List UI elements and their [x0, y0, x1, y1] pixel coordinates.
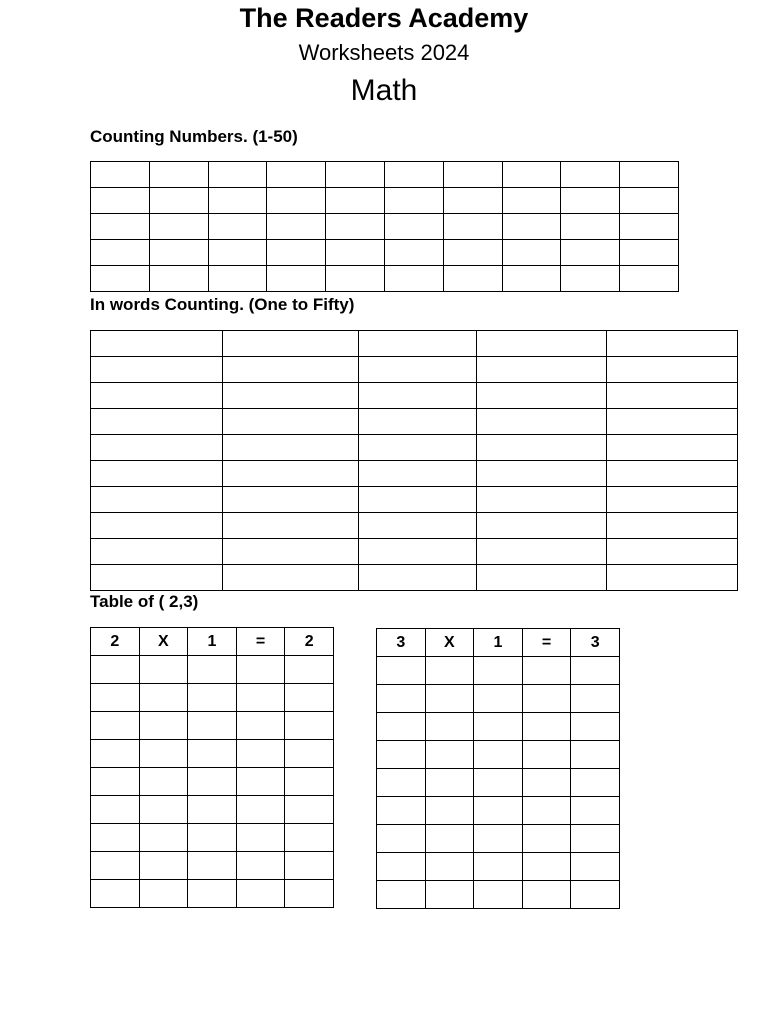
answer-cell — [91, 656, 140, 684]
word-cell — [359, 513, 477, 539]
word-cell — [607, 487, 738, 513]
number-cell — [561, 162, 620, 188]
answer-cell — [188, 768, 237, 796]
table-row — [377, 825, 620, 853]
number-cell — [149, 214, 208, 240]
number-cell — [149, 162, 208, 188]
answer-cell — [425, 769, 474, 797]
word-cell — [607, 565, 738, 591]
number-cell — [502, 240, 561, 266]
answer-cell — [571, 685, 620, 713]
table-row — [91, 240, 679, 266]
answer-cell — [522, 825, 571, 853]
table-of-two — [90, 627, 334, 908]
answer-cell — [285, 740, 334, 768]
word-cell — [91, 409, 223, 435]
answer-cell — [139, 740, 188, 768]
answer-cell — [425, 657, 474, 685]
answer-cell — [377, 797, 426, 825]
word-cell — [359, 409, 477, 435]
answer-cell — [139, 796, 188, 824]
table-row — [91, 331, 738, 357]
answer-cell — [91, 824, 140, 852]
table-row — [377, 769, 620, 797]
header-cell: = — [236, 628, 285, 656]
answer-cell — [236, 684, 285, 712]
counting-section-label: Counting Numbers. (1-50) — [90, 127, 298, 146]
answer-cell — [425, 853, 474, 881]
answer-cell — [377, 825, 426, 853]
answer-cell — [236, 880, 285, 908]
table-row — [91, 539, 738, 565]
word-cell — [223, 409, 359, 435]
number-cell — [502, 162, 561, 188]
table-row — [91, 628, 334, 656]
answer-cell — [474, 741, 523, 769]
number-cell — [384, 240, 443, 266]
word-cell — [477, 383, 607, 409]
word-cell — [223, 383, 359, 409]
table-row — [91, 513, 738, 539]
word-cell — [359, 435, 477, 461]
header-cell: 2 — [91, 628, 140, 656]
answer-cell — [474, 825, 523, 853]
number-cell — [326, 188, 385, 214]
answer-cell — [285, 880, 334, 908]
answer-cell — [377, 657, 426, 685]
number-cell — [208, 240, 267, 266]
word-cell — [91, 435, 223, 461]
answer-cell — [188, 852, 237, 880]
number-cell — [149, 266, 208, 292]
word-cell — [223, 461, 359, 487]
table-row — [91, 656, 334, 684]
answer-cell — [474, 657, 523, 685]
answer-cell — [377, 685, 426, 713]
answer-cell — [285, 684, 334, 712]
number-cell — [326, 240, 385, 266]
answer-cell — [139, 656, 188, 684]
word-cell — [477, 331, 607, 357]
answer-cell — [139, 768, 188, 796]
table-row — [377, 797, 620, 825]
number-cell — [443, 162, 502, 188]
number-cell — [443, 240, 502, 266]
word-cell — [223, 357, 359, 383]
number-cell — [91, 162, 150, 188]
answer-cell — [285, 768, 334, 796]
number-cell — [267, 214, 326, 240]
table-row — [91, 824, 334, 852]
answer-cell — [522, 741, 571, 769]
number-cell — [443, 188, 502, 214]
number-cell — [267, 188, 326, 214]
header-cell: 2 — [285, 628, 334, 656]
word-cell — [607, 435, 738, 461]
answer-cell — [474, 685, 523, 713]
answer-cell — [377, 741, 426, 769]
header-cell: = — [522, 629, 571, 657]
answer-cell — [285, 852, 334, 880]
number-cell — [267, 266, 326, 292]
answer-cell — [236, 712, 285, 740]
answer-cell — [91, 684, 140, 712]
table-row — [377, 853, 620, 881]
word-cell — [91, 487, 223, 513]
number-cell — [620, 214, 679, 240]
table-row — [91, 852, 334, 880]
answer-cell — [571, 797, 620, 825]
table-row — [91, 487, 738, 513]
worksheet-subtitle: Worksheets 2024 — [298, 40, 470, 65]
number-cell — [208, 266, 267, 292]
answer-cell — [139, 712, 188, 740]
word-cell — [607, 513, 738, 539]
word-cell — [359, 383, 477, 409]
table-row — [91, 768, 334, 796]
answer-cell — [236, 656, 285, 684]
number-cell — [443, 266, 502, 292]
answer-cell — [139, 824, 188, 852]
number-cell — [561, 266, 620, 292]
number-cell — [91, 240, 150, 266]
number-cell — [384, 266, 443, 292]
number-cell — [149, 240, 208, 266]
header-cell: 1 — [474, 629, 523, 657]
table-row — [91, 796, 334, 824]
answer-cell — [285, 796, 334, 824]
word-cell — [223, 565, 359, 591]
word-cell — [607, 331, 738, 357]
word-cell — [607, 409, 738, 435]
word-cell — [359, 461, 477, 487]
table-row — [91, 461, 738, 487]
number-cell — [384, 188, 443, 214]
word-cell — [359, 539, 477, 565]
table-row — [91, 880, 334, 908]
answer-cell — [91, 852, 140, 880]
answer-cell — [522, 881, 571, 909]
number-cell — [326, 162, 385, 188]
table-row — [91, 214, 679, 240]
number-cell — [384, 214, 443, 240]
table-row — [377, 685, 620, 713]
word-cell — [477, 461, 607, 487]
word-cell — [359, 357, 477, 383]
table-row — [91, 565, 738, 591]
answer-cell — [188, 880, 237, 908]
answer-cell — [139, 880, 188, 908]
table-row — [377, 713, 620, 741]
answer-cell — [571, 825, 620, 853]
word-cell — [477, 435, 607, 461]
word-cell — [359, 487, 477, 513]
answer-cell — [91, 880, 140, 908]
word-cell — [223, 435, 359, 461]
table-row — [91, 383, 738, 409]
number-cell — [326, 266, 385, 292]
number-cell — [502, 214, 561, 240]
academy-title: The Readers Academy — [239, 3, 529, 33]
table-row — [91, 684, 334, 712]
answer-cell — [474, 769, 523, 797]
answer-cell — [522, 797, 571, 825]
answer-cell — [236, 852, 285, 880]
header-cell: 3 — [571, 629, 620, 657]
subject-title: Math — [350, 74, 418, 107]
answer-cell — [236, 740, 285, 768]
word-cell — [91, 513, 223, 539]
answer-cell — [285, 656, 334, 684]
answer-cell — [91, 796, 140, 824]
answer-cell — [522, 769, 571, 797]
number-cell — [149, 188, 208, 214]
number-cell — [267, 240, 326, 266]
word-cell — [359, 331, 477, 357]
answer-cell — [91, 740, 140, 768]
table-row — [91, 188, 679, 214]
table-row — [377, 741, 620, 769]
number-cell — [561, 188, 620, 214]
answer-cell — [474, 713, 523, 741]
answer-cell — [425, 825, 474, 853]
answer-cell — [571, 741, 620, 769]
word-cell — [477, 487, 607, 513]
word-cell — [91, 565, 223, 591]
number-cell — [443, 214, 502, 240]
table-row — [377, 629, 620, 657]
answer-cell — [377, 713, 426, 741]
number-cell — [91, 188, 150, 214]
header-cell: X — [139, 628, 188, 656]
answer-cell — [236, 768, 285, 796]
answer-cell — [522, 685, 571, 713]
word-cell — [223, 513, 359, 539]
word-cell — [477, 357, 607, 383]
word-cell — [223, 331, 359, 357]
word-cell — [477, 565, 607, 591]
table-row — [91, 266, 679, 292]
answer-cell — [188, 656, 237, 684]
number-cell — [208, 214, 267, 240]
word-cell — [91, 539, 223, 565]
answer-cell — [425, 797, 474, 825]
number-cell — [502, 188, 561, 214]
header-cell: X — [425, 629, 474, 657]
answer-cell — [474, 853, 523, 881]
number-cell — [502, 266, 561, 292]
answer-cell — [522, 853, 571, 881]
answer-cell — [91, 768, 140, 796]
number-cell — [91, 266, 150, 292]
table-row — [377, 881, 620, 909]
table-row — [91, 435, 738, 461]
answer-cell — [236, 796, 285, 824]
number-cell — [267, 162, 326, 188]
number-cell — [208, 188, 267, 214]
number-cell — [620, 162, 679, 188]
word-cell — [607, 461, 738, 487]
word-cell — [607, 357, 738, 383]
answer-cell — [188, 684, 237, 712]
table-row — [377, 657, 620, 685]
number-cell — [561, 240, 620, 266]
header-cell: 1 — [188, 628, 237, 656]
answer-cell — [571, 769, 620, 797]
counting-numbers-table — [90, 161, 679, 292]
answer-cell — [188, 712, 237, 740]
answer-cell — [425, 713, 474, 741]
word-cell — [91, 331, 223, 357]
word-cell — [477, 513, 607, 539]
word-cell — [477, 539, 607, 565]
header-cell: 3 — [377, 629, 426, 657]
number-cell — [620, 188, 679, 214]
answer-cell — [285, 712, 334, 740]
answer-cell — [377, 769, 426, 797]
answer-cell — [285, 824, 334, 852]
answer-cell — [474, 797, 523, 825]
answer-cell — [522, 713, 571, 741]
answer-cell — [571, 713, 620, 741]
answer-cell — [571, 657, 620, 685]
answer-cell — [91, 712, 140, 740]
word-cell — [223, 539, 359, 565]
table-row — [91, 357, 738, 383]
answer-cell — [425, 685, 474, 713]
answer-cell — [522, 657, 571, 685]
word-cell — [359, 565, 477, 591]
table-row — [91, 740, 334, 768]
words-section-label: In words Counting. (One to Fifty) — [90, 295, 355, 314]
answer-cell — [188, 824, 237, 852]
answer-cell — [188, 740, 237, 768]
words-counting-table — [90, 330, 738, 591]
table-row — [91, 712, 334, 740]
number-cell — [326, 214, 385, 240]
word-cell — [91, 383, 223, 409]
number-cell — [208, 162, 267, 188]
answer-cell — [377, 853, 426, 881]
word-cell — [91, 461, 223, 487]
number-cell — [620, 266, 679, 292]
answer-cell — [188, 796, 237, 824]
answer-cell — [571, 853, 620, 881]
word-cell — [223, 487, 359, 513]
number-cell — [561, 214, 620, 240]
answer-cell — [139, 852, 188, 880]
tables-section-label: Table of ( 2,3) — [90, 592, 199, 611]
word-cell — [477, 409, 607, 435]
answer-cell — [571, 881, 620, 909]
table-row — [91, 409, 738, 435]
answer-cell — [425, 741, 474, 769]
word-cell — [607, 383, 738, 409]
table-of-three — [376, 628, 620, 909]
word-cell — [607, 539, 738, 565]
number-cell — [91, 214, 150, 240]
answer-cell — [425, 881, 474, 909]
answer-cell — [474, 881, 523, 909]
answer-cell — [377, 881, 426, 909]
word-cell — [91, 357, 223, 383]
answer-cell — [236, 824, 285, 852]
number-cell — [384, 162, 443, 188]
answer-cell — [139, 684, 188, 712]
number-cell — [620, 240, 679, 266]
table-row — [91, 162, 679, 188]
